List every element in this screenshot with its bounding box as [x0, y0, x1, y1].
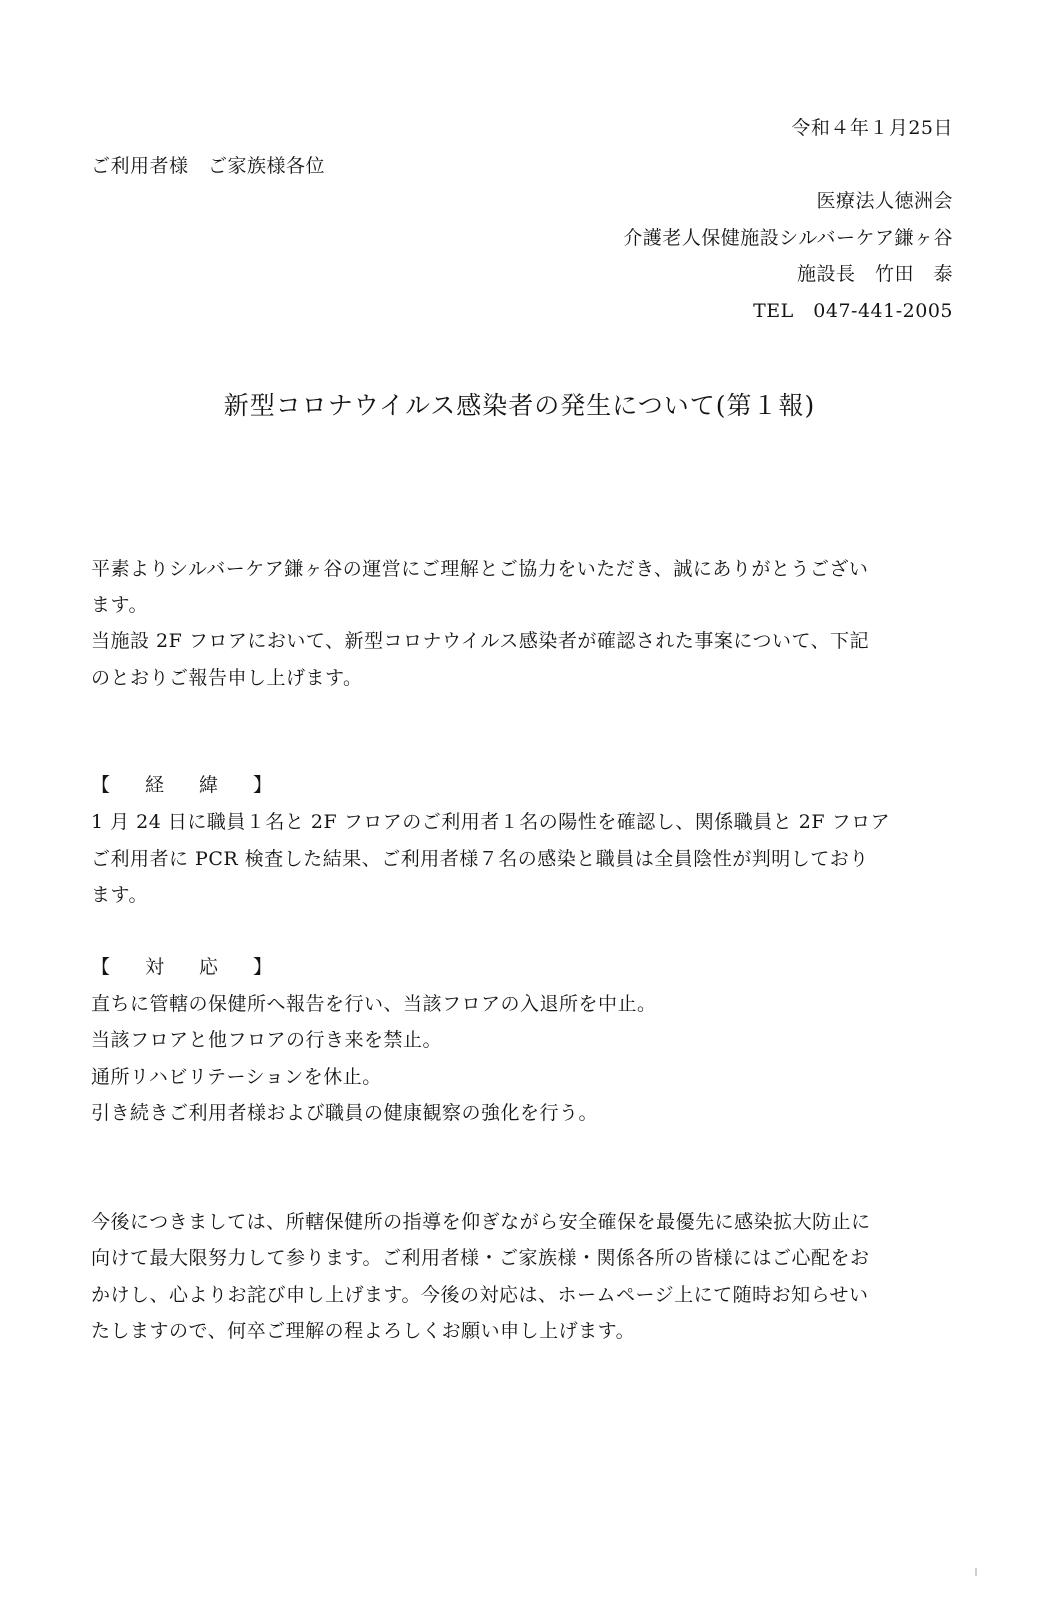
scan-speck: [975, 1568, 977, 1576]
response-line: 直ちに管轄の保健所へ報告を行い、当該フロアの入退所を中止。: [91, 993, 657, 1015]
intro-line: のとおりご報告申し上げます。: [91, 667, 363, 689]
document-title: 新型コロナウイルス感染者の発生について(第１報): [223, 391, 816, 420]
background-line: ます。: [91, 884, 148, 906]
sender-tel: TEL 047-441-2005: [753, 300, 953, 322]
background-heading: 【 経 緯 】: [91, 774, 281, 796]
response-line: 当該フロアと他フロアの行き来を禁止。: [91, 1029, 443, 1051]
sender-corporation: 医療法人徳洲会: [816, 190, 953, 212]
intro-line: 当施設 2F フロアにおいて、新型コロナウイルス感染者が確認された事案について、下記: [91, 630, 870, 652]
document-date: 令和４年１月25日: [791, 117, 953, 139]
closing-line: かけし、心よりお詫び申し上げます。今後の対応は、ホームページ上にて随時お知らせい: [91, 1284, 869, 1306]
response-line: 通所リハビリテーションを休止。: [91, 1066, 382, 1088]
sender-facility: 介護老人保健施設シルバーケア鎌ヶ谷: [623, 227, 953, 249]
closing-line: 今後につきましては、所轄保健所の指導を仰ぎながら安全確保を最優先に感染拡大防止に: [91, 1211, 871, 1233]
closing-line: たしますので、何卒ご理解の程よろしくお願い申し上げます。: [91, 1320, 636, 1342]
background-line: ご利用者に PCR 検査した結果、ご利用者様７名の感染と職員は全員陰性が判明しており: [91, 848, 869, 870]
intro-line: 平素よりシルバーケア鎌ヶ谷の運営にご理解とご協力をいただき、誠にありがとうござい: [91, 558, 869, 580]
intro-line: ます。: [91, 594, 148, 616]
background-line: 1 月 24 日に職員１名と 2F フロアのご利用者１名の陽性を確認し、関係職員と 2F フロア: [91, 811, 891, 833]
addressee: ご利用者様 ご家族様各位: [91, 155, 326, 177]
sender-director: 施設長 竹田 泰: [796, 263, 953, 285]
response-heading: 【 対 応 】: [91, 956, 281, 978]
closing-line: 向けて最大限努力して参ります。ご利用者様・ご家族様・関係各所の皆様にはご心配をお: [91, 1247, 870, 1269]
response-line: 引き続きご利用者様および職員の健康観察の強化を行う。: [91, 1102, 599, 1124]
